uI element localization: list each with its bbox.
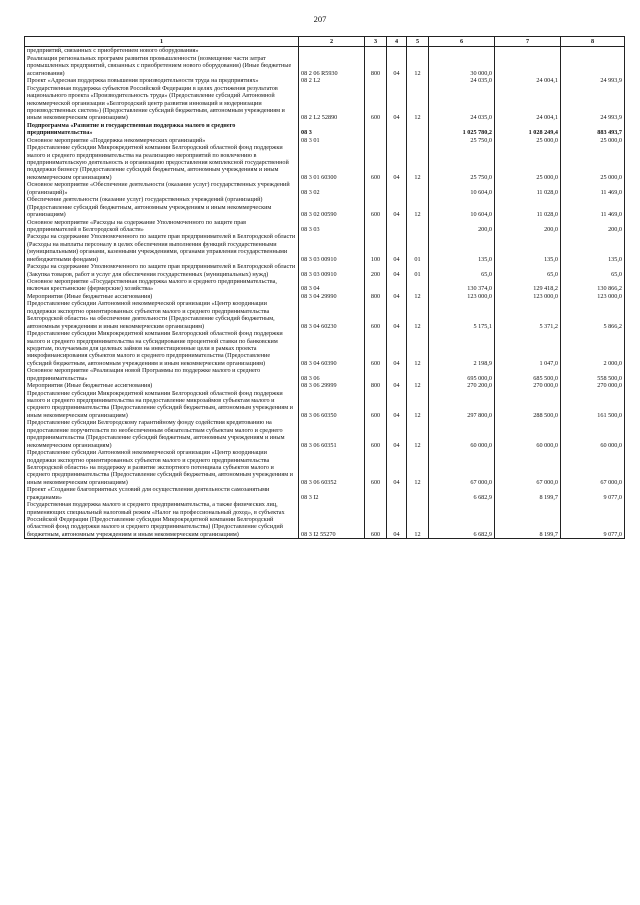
row-expense-type bbox=[365, 219, 387, 234]
table-row bbox=[25, 47, 625, 55]
table-row bbox=[25, 486, 625, 501]
row-target-code: 08 3 I2 bbox=[299, 486, 365, 501]
row-amount-year-3: 25 000,0 bbox=[561, 137, 625, 144]
row-name: Государственная поддержка малого и среднего предпринимательства, а также физических лиц, применяющих специальный налоговый режим «Налог на профессиональный доход», в субъектах Российской Федерации (Предоставление субсидии Микрокредитной компании Белгородский областной фонд поддержки малого и среднего предпринимательства) (Предоставление субсидий бюджетным, автономным учреждениям и иным некоммерческим организациям) bbox=[25, 501, 299, 539]
row-name: Мероприятия (Иные бюджетные ассигнования) bbox=[25, 293, 299, 300]
table-row bbox=[25, 181, 625, 196]
table-row bbox=[25, 367, 625, 382]
row-expense-type bbox=[365, 137, 387, 144]
row-name: Государственная поддержка субъектов Российской Федерации в целях достижения результатов национального проекта «Производительность труда» (Предоставление субсидий Автономной некоммерческой организации «Белгородский центр развития инноваций и модернизации производственных систем») (Предоставление субсидий бюджетным, автономным учреждениям и иным некоммерческим организациям) bbox=[25, 85, 299, 122]
row-amount-year-3: 558 500,0 bbox=[561, 367, 625, 382]
row-subsection bbox=[407, 181, 429, 196]
row-target-code: 08 3 06 60350 bbox=[299, 390, 365, 420]
row-amount-year-3: 65,0 bbox=[561, 263, 625, 278]
row-target-code: 08 3 02 bbox=[299, 181, 365, 196]
row-amount-year-2: 129 418,2 bbox=[495, 278, 561, 293]
table-row bbox=[25, 196, 625, 218]
row-amount-year-1: 6 682,9 bbox=[429, 486, 495, 501]
row-name: Реализация региональных программ развития промышленности (возмещение части затрат промышленных предприятий, связанных с приобретением нового оборудования) (Иные бюджетные ассигнования) bbox=[25, 55, 299, 77]
row-amount-year-1: 24 035,0 bbox=[429, 85, 495, 122]
table-row bbox=[25, 233, 625, 263]
row-amount-year-3: 161 500,0 bbox=[561, 390, 625, 420]
row-amount-year-3: 25 000,0 bbox=[561, 144, 625, 181]
row-name: Основное мероприятие «Поддержка некоммерческих организаций» bbox=[25, 137, 299, 144]
row-amount-year-1: 10 604,0 bbox=[429, 196, 495, 218]
row-subsection bbox=[407, 219, 429, 234]
row-amount-year-3: 123 000,0 bbox=[561, 293, 625, 300]
column-header: 4 bbox=[387, 37, 407, 47]
page-number: 207 bbox=[313, 14, 327, 24]
row-subsection: 12 bbox=[407, 449, 429, 486]
row-amount-year-1: 2 198,9 bbox=[429, 330, 495, 367]
row-amount-year-3: 60 000,0 bbox=[561, 419, 625, 449]
table-row bbox=[25, 263, 625, 278]
row-subsection: 12 bbox=[407, 196, 429, 218]
row-name: Основное мероприятие «Государственная поддержка малого и среднего предпринимательства, включая крестьянские (фермерские) хозяйства» bbox=[25, 278, 299, 293]
row-amount-year-3: 11 469,0 bbox=[561, 181, 625, 196]
row-section bbox=[387, 181, 407, 196]
row-section bbox=[387, 367, 407, 382]
row-subsection: 01 bbox=[407, 233, 429, 263]
row-amount-year-3: 9 077,0 bbox=[561, 501, 625, 539]
column-header: 7 bbox=[495, 37, 561, 47]
row-name: Проект «Создание благоприятных условий для осуществления деятельности самозанятыми гражданами» bbox=[25, 486, 299, 501]
row-amount-year-2: 60 000,0 bbox=[495, 419, 561, 449]
row-subsection: 12 bbox=[407, 300, 429, 330]
row-name: Расходы на содержание Уполномоченного по защите прав предпринимателей в Белгородской области (Расходы на выплаты персоналу в целях обеспечения выполнения функций государственными (муниципальными) органами, казенными учреждениями, органами управления государственными внебюджетными фондами) bbox=[25, 233, 299, 263]
row-expense-type bbox=[365, 77, 387, 84]
row-target-code: 08 2 L2 52890 bbox=[299, 85, 365, 122]
row-amount-year-2: 8 199,7 bbox=[495, 501, 561, 539]
row-amount-year-3: 24 993,9 bbox=[561, 77, 625, 84]
row-amount-year-2: 11 028,0 bbox=[495, 196, 561, 218]
row-subsection bbox=[407, 278, 429, 293]
row-subsection bbox=[407, 47, 429, 55]
row-expense-type: 200 bbox=[365, 263, 387, 278]
row-section: 04 bbox=[387, 263, 407, 278]
row-name: Мероприятия (Иные бюджетные ассигнования) bbox=[25, 382, 299, 389]
column-header: 6 bbox=[429, 37, 495, 47]
row-name: Обеспечение деятельности (оказание услуг) государственных учреждений (организаций) (Предоставление субсидий бюджетным, автономным учреждениям и иным некоммерческим организациям) bbox=[25, 196, 299, 218]
row-name: Подпрограмма «Развитие и государственная поддержка малого и среднего предпринимательства» bbox=[25, 122, 299, 137]
row-amount-year-2: 685 500,0 bbox=[495, 367, 561, 382]
row-amount-year-2: 24 004,1 bbox=[495, 85, 561, 122]
row-target-code: 08 3 bbox=[299, 122, 365, 137]
table-row bbox=[25, 449, 625, 486]
row-target-code: 08 2 L2 bbox=[299, 77, 365, 84]
row-subsection: 12 bbox=[407, 419, 429, 449]
table-row bbox=[25, 144, 625, 181]
row-amount-year-1: 135,0 bbox=[429, 233, 495, 263]
row-amount-year-3: 883 493,7 bbox=[561, 122, 625, 137]
row-expense-type: 800 bbox=[365, 55, 387, 77]
row-amount-year-2: 288 500,0 bbox=[495, 390, 561, 420]
column-header: 5 bbox=[407, 37, 429, 47]
row-subsection: 12 bbox=[407, 330, 429, 367]
row-target-code: 08 2 06 R5930 bbox=[299, 55, 365, 77]
row-amount-year-1: 130 374,0 bbox=[429, 278, 495, 293]
table-row bbox=[25, 419, 625, 449]
row-section: 04 bbox=[387, 144, 407, 181]
row-name: предприятий, связанных с приобретением нового оборудования» bbox=[25, 47, 299, 55]
row-amount-year-2: 25 000,0 bbox=[495, 137, 561, 144]
row-expense-type bbox=[365, 486, 387, 501]
row-target-code: 08 3 02 00590 bbox=[299, 196, 365, 218]
row-amount-year-3: 9 077,0 bbox=[561, 486, 625, 501]
row-target-code: 08 3 03 00910 bbox=[299, 263, 365, 278]
row-amount-year-1: 1 025 780,2 bbox=[429, 122, 495, 137]
table-row bbox=[25, 382, 625, 389]
row-target-code: 08 3 04 29990 bbox=[299, 293, 365, 300]
row-expense-type: 100 bbox=[365, 233, 387, 263]
row-name: Предоставление субсидии Микрокредитной компании Белгородский областной фонд поддержки малого и среднего предпринимательства на реализацию мероприятий по вовлечению в предпринимательскую деятельность и организацию предоставления комплексной государственной поддержки бизнесу (Предоставление субсидий бюджетным, автономным учреждениям и иным некоммерческим организациям) bbox=[25, 144, 299, 181]
column-header: 3 bbox=[365, 37, 387, 47]
row-amount-year-1: 60 000,0 bbox=[429, 419, 495, 449]
row-target-code: 08 3 04 60230 bbox=[299, 300, 365, 330]
row-section: 04 bbox=[387, 330, 407, 367]
row-section: 04 bbox=[387, 55, 407, 77]
row-amount-year-1: 67 000,0 bbox=[429, 449, 495, 486]
row-expense-type: 800 bbox=[365, 382, 387, 389]
row-section bbox=[387, 47, 407, 55]
table-row bbox=[25, 501, 625, 539]
row-expense-type: 600 bbox=[365, 449, 387, 486]
row-amount-year-2 bbox=[495, 47, 561, 55]
table-row bbox=[25, 300, 625, 330]
row-subsection bbox=[407, 77, 429, 84]
row-amount-year-1: 695 000,0 bbox=[429, 367, 495, 382]
row-amount-year-1: 25 750,0 bbox=[429, 137, 495, 144]
row-subsection: 12 bbox=[407, 382, 429, 389]
row-subsection: 12 bbox=[407, 85, 429, 122]
row-target-code: 08 3 06 60352 bbox=[299, 449, 365, 486]
row-subsection: 12 bbox=[407, 390, 429, 420]
row-amount-year-2: 8 199,7 bbox=[495, 486, 561, 501]
row-section bbox=[387, 122, 407, 137]
row-section bbox=[387, 77, 407, 84]
row-section: 04 bbox=[387, 419, 407, 449]
row-amount-year-3: 24 993,9 bbox=[561, 85, 625, 122]
row-target-code bbox=[299, 47, 365, 55]
row-amount-year-1: 297 800,0 bbox=[429, 390, 495, 420]
row-expense-type bbox=[365, 367, 387, 382]
row-name: Предоставление субсидии Белгородскому гарантийному фонду содействия кредитованию на предоставление поручительств по необеспеченным обязательствам субъектам малого и среднего предпринимательства (Предоставление субсидий бюджетным, автономным учреждениям и иным некоммерческим организациям) bbox=[25, 419, 299, 449]
row-section: 04 bbox=[387, 382, 407, 389]
row-subsection bbox=[407, 137, 429, 144]
row-amount-year-1: 123 000,0 bbox=[429, 293, 495, 300]
budget-table bbox=[24, 36, 625, 539]
row-expense-type: 600 bbox=[365, 85, 387, 122]
row-target-code: 08 3 I2 55270 bbox=[299, 501, 365, 539]
row-section bbox=[387, 486, 407, 501]
row-target-code: 08 3 06 60351 bbox=[299, 419, 365, 449]
row-target-code: 08 3 03 bbox=[299, 219, 365, 234]
row-amount-year-2: 1 047,0 bbox=[495, 330, 561, 367]
row-target-code: 08 3 04 bbox=[299, 278, 365, 293]
row-amount-year-1: 25 750,0 bbox=[429, 144, 495, 181]
row-section: 04 bbox=[387, 293, 407, 300]
row-name: Основное мероприятие «Реализация новой Программы по поддержке малого и среднего предпринимательства» bbox=[25, 367, 299, 382]
table-row bbox=[25, 77, 625, 84]
row-section: 04 bbox=[387, 449, 407, 486]
row-name: Предоставление субсидии Микрокредитной компании Белгородский областной фонд поддержки малого и среднего предпринимательства на предоставление микрозаймов субъектам малого и среднего предпринимательства (Предоставление субсидий бюджетным, автономным учреждениям и иным некоммерческим организациям) bbox=[25, 390, 299, 420]
row-section: 04 bbox=[387, 300, 407, 330]
row-amount-year-3: 130 866,2 bbox=[561, 278, 625, 293]
row-amount-year-1: 5 175,1 bbox=[429, 300, 495, 330]
row-amount-year-3: 135,0 bbox=[561, 233, 625, 263]
row-subsection: 12 bbox=[407, 293, 429, 300]
row-amount-year-2: 135,0 bbox=[495, 233, 561, 263]
row-expense-type: 600 bbox=[365, 144, 387, 181]
row-target-code: 08 3 04 60390 bbox=[299, 330, 365, 367]
row-amount-year-3: 5 866,2 bbox=[561, 300, 625, 330]
row-section bbox=[387, 278, 407, 293]
table-row bbox=[25, 137, 625, 144]
column-header: 1 bbox=[25, 37, 299, 47]
row-amount-year-3 bbox=[561, 55, 625, 77]
table-row bbox=[25, 293, 625, 300]
row-amount-year-2: 11 028,0 bbox=[495, 181, 561, 196]
row-expense-type: 600 bbox=[365, 196, 387, 218]
row-amount-year-3: 270 000,0 bbox=[561, 382, 625, 389]
row-amount-year-2: 5 371,2 bbox=[495, 300, 561, 330]
row-name: Основное мероприятие «Расходы на содержание Уполномоченного по защите прав предпринимателей в Белгородской области» bbox=[25, 219, 299, 234]
row-expense-type bbox=[365, 181, 387, 196]
row-section: 04 bbox=[387, 196, 407, 218]
row-expense-type: 600 bbox=[365, 330, 387, 367]
row-name: Основное мероприятие «Обеспечение деятельности (оказание услуг) государственных учреждений (организаций)» bbox=[25, 181, 299, 196]
row-name: Проект «Адресная поддержка повышения производительности труда на предприятиях» bbox=[25, 77, 299, 84]
row-target-code: 08 3 01 60300 bbox=[299, 144, 365, 181]
table-row bbox=[25, 278, 625, 293]
row-subsection: 01 bbox=[407, 263, 429, 278]
table-row bbox=[25, 122, 625, 137]
row-target-code: 08 3 03 00910 bbox=[299, 233, 365, 263]
row-amount-year-2: 270 000,0 bbox=[495, 382, 561, 389]
row-name: Предоставление субсидии Автономной некоммерческой организации «Центр координации поддержки экспортно ориентированных субъектов малого и среднего предпринимательства Белгородской области» на поддержку и развитие экспортного потенциала субъектов малого и среднего предпринимательства (Предоставление субсидий бюджетным, автономным учреждениям и иным некоммерческим организациям) bbox=[25, 449, 299, 486]
row-subsection bbox=[407, 367, 429, 382]
row-name: Предоставление субсидии Микрокредитной компании Белгородский областной фонд поддержки малого и среднего предпринимательства на субсидирование процентной ставки по банковским кредитам, получаемым для целевых займов на инвестиционные цели в рамках проекта микрофинансирования субъектов малого и среднего предпринимательства (Предоставление субсидий бюджетным, автономным учреждениям и иным некоммерческим организациям) bbox=[25, 330, 299, 367]
row-amount-year-3 bbox=[561, 47, 625, 55]
table-row bbox=[25, 85, 625, 122]
row-amount-year-3: 2 000,0 bbox=[561, 330, 625, 367]
row-amount-year-1: 6 682,9 bbox=[429, 501, 495, 539]
column-header: 8 bbox=[561, 37, 625, 47]
row-amount-year-2: 24 004,1 bbox=[495, 77, 561, 84]
row-section: 04 bbox=[387, 85, 407, 122]
row-amount-year-2: 25 000,0 bbox=[495, 144, 561, 181]
row-expense-type bbox=[365, 47, 387, 55]
table-row bbox=[25, 330, 625, 367]
column-number-row bbox=[25, 37, 625, 47]
row-section bbox=[387, 219, 407, 234]
row-section bbox=[387, 137, 407, 144]
row-amount-year-1: 270 200,0 bbox=[429, 382, 495, 389]
row-subsection: 12 bbox=[407, 144, 429, 181]
column-header: 2 bbox=[299, 37, 365, 47]
row-name: Предоставление субсидии Автономной некоммерческой организации «Центр координации поддержки экспортно ориентированных субъектов малого и среднего предпринимательства Белгородской области» на обеспечение деятельности (Предоставление субсидий бюджетным, автономным учреждениям и иным некоммерческим организациям) bbox=[25, 300, 299, 330]
table-row bbox=[25, 55, 625, 77]
row-expense-type: 600 bbox=[365, 419, 387, 449]
row-name: Расходы на содержание Уполномоченного по защите прав предпринимателей в Белгородской области (Закупка товаров, работ и услуг для обеспечения государственных (муниципальных) нужд) bbox=[25, 263, 299, 278]
row-amount-year-1 bbox=[429, 47, 495, 55]
table-row bbox=[25, 390, 625, 420]
row-section: 04 bbox=[387, 501, 407, 539]
row-expense-type bbox=[365, 122, 387, 137]
row-amount-year-1: 30 000,0 bbox=[429, 55, 495, 77]
row-amount-year-2: 65,0 bbox=[495, 263, 561, 278]
row-target-code: 08 3 01 bbox=[299, 137, 365, 144]
row-subsection bbox=[407, 486, 429, 501]
row-subsection: 12 bbox=[407, 501, 429, 539]
row-amount-year-2: 200,0 bbox=[495, 219, 561, 234]
row-expense-type: 600 bbox=[365, 501, 387, 539]
row-expense-type: 600 bbox=[365, 300, 387, 330]
row-section: 04 bbox=[387, 390, 407, 420]
row-subsection: 12 bbox=[407, 55, 429, 77]
row-amount-year-3: 67 000,0 bbox=[561, 449, 625, 486]
row-amount-year-2 bbox=[495, 55, 561, 77]
row-subsection bbox=[407, 122, 429, 137]
row-amount-year-2: 123 000,0 bbox=[495, 293, 561, 300]
row-amount-year-3: 11 469,0 bbox=[561, 196, 625, 218]
table-row bbox=[25, 219, 625, 234]
row-expense-type: 600 bbox=[365, 390, 387, 420]
row-target-code: 08 3 06 29999 bbox=[299, 382, 365, 389]
row-amount-year-1: 10 604,0 bbox=[429, 181, 495, 196]
row-expense-type bbox=[365, 278, 387, 293]
row-target-code: 08 3 06 bbox=[299, 367, 365, 382]
row-section: 04 bbox=[387, 233, 407, 263]
row-amount-year-3: 200,0 bbox=[561, 219, 625, 234]
row-expense-type: 800 bbox=[365, 293, 387, 300]
row-amount-year-1: 24 035,0 bbox=[429, 77, 495, 84]
row-amount-year-1: 200,0 bbox=[429, 219, 495, 234]
row-amount-year-1: 65,0 bbox=[429, 263, 495, 278]
row-amount-year-2: 67 000,0 bbox=[495, 449, 561, 486]
row-amount-year-2: 1 028 249,4 bbox=[495, 122, 561, 137]
